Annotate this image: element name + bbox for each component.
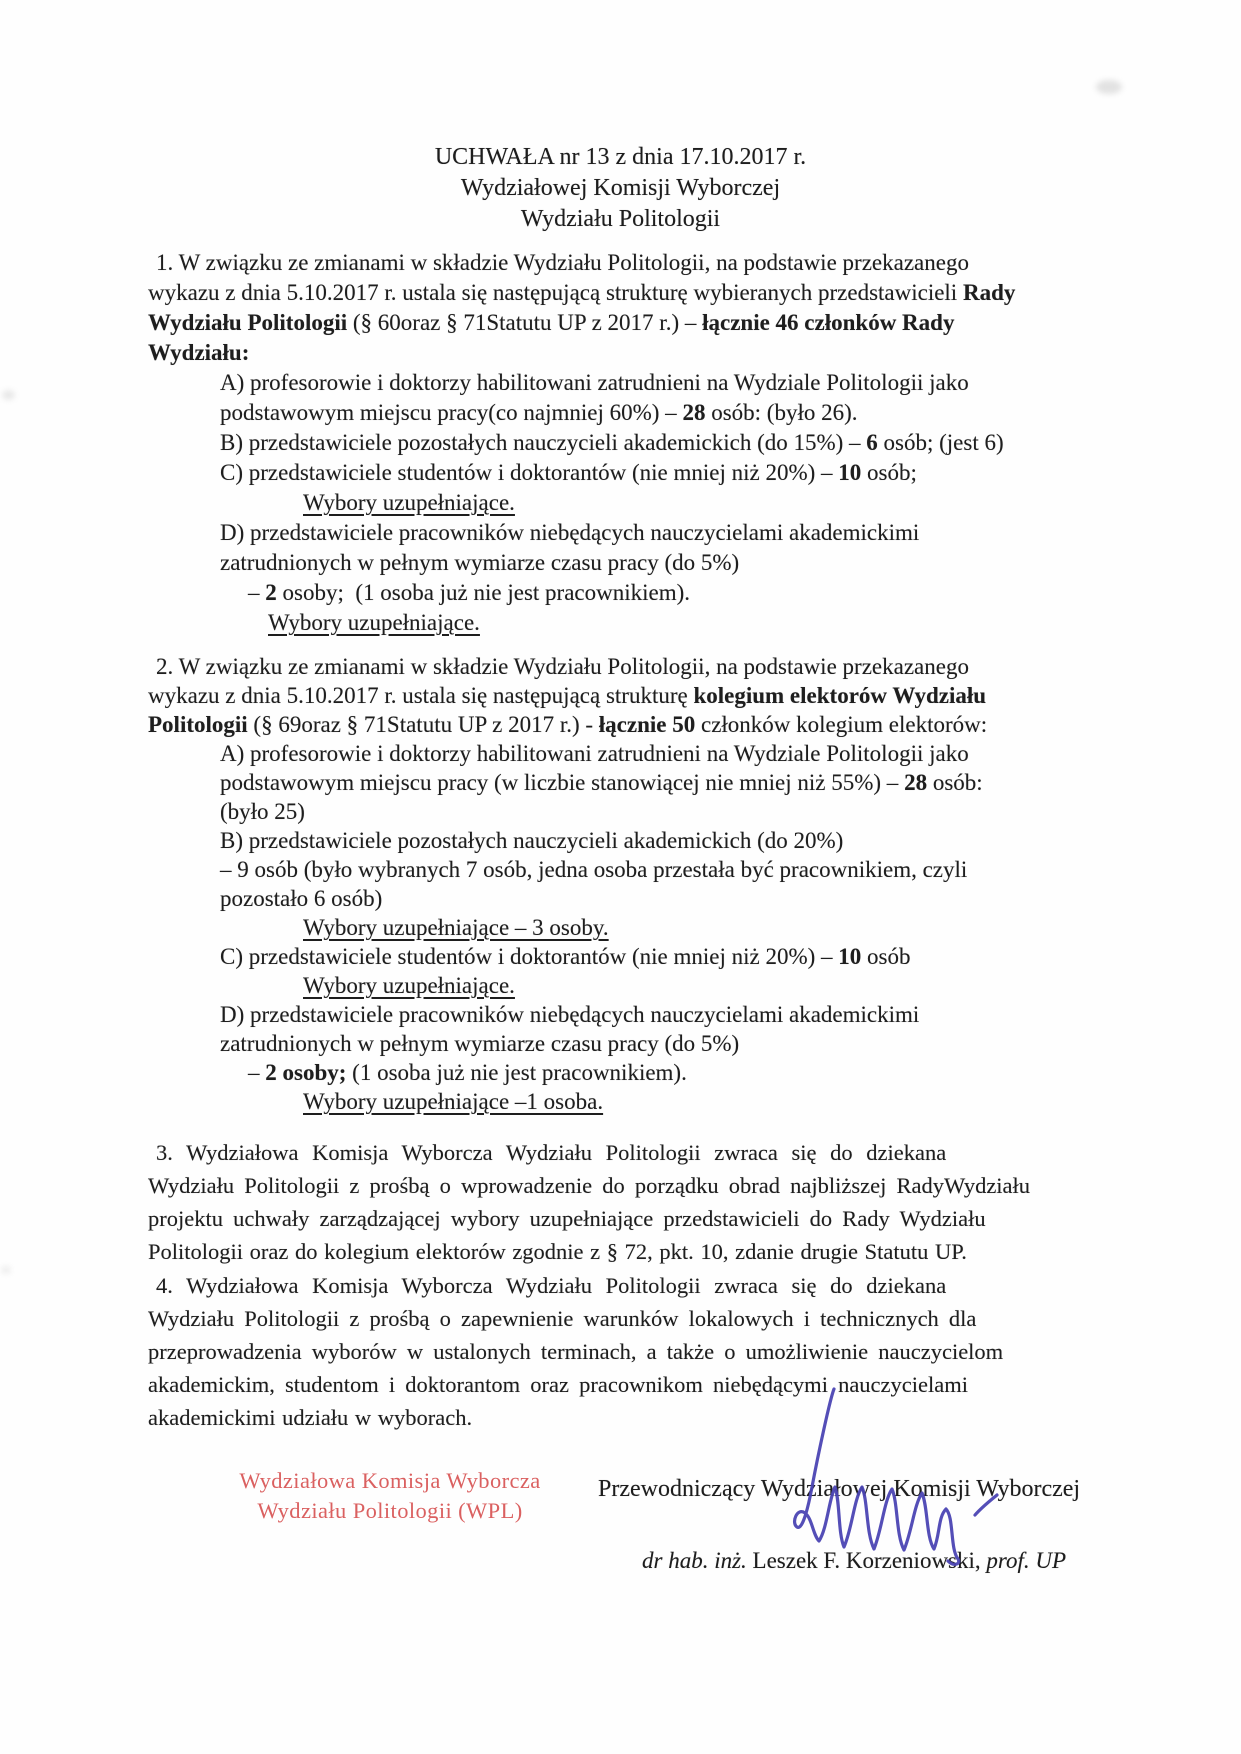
text-line — [148, 739, 1104, 768]
text-line — [148, 548, 1104, 578]
text-line — [148, 1368, 1104, 1401]
chairman-name — [642, 1548, 1066, 1574]
text-run: prof. UP — [986, 1548, 1067, 1573]
text-run: (1 osoba już nie jest pracownikiem). — [346, 1060, 687, 1085]
text-run: wykazu z dnia 5.10.2017 r. ustala się następującą strukturę wybieranych przedstawicieli — [148, 280, 963, 305]
text-run: członków kolegium elektorów: — [695, 712, 988, 737]
text-run: Wybory uzupełniające. — [268, 610, 480, 635]
text-run: Wydziału Politologii z prośbą o zapewnienie warunków lokalowych i technicznych dla — [148, 1306, 977, 1331]
title-line-1: UCHWAŁA nr 13 z dnia 17.10.2017 r. — [434, 144, 807, 170]
section-point-1 — [148, 248, 1104, 638]
text-line — [148, 248, 1104, 278]
text-run: kolegium elektorów Wydziału — [693, 683, 987, 708]
text-run: 28 — [682, 400, 706, 425]
text-line — [148, 458, 1104, 488]
text-line — [148, 971, 1104, 1000]
text-run: Wybory uzupełniające. — [303, 490, 515, 515]
text-run: Wydziału Politologii — [148, 310, 353, 335]
text-run: osoby; (1 osoba już nie jest pracownikiem). — [276, 580, 691, 605]
text-run: Wybory uzupełniające – 3 osoby. — [303, 915, 609, 940]
text-run: dr hab. inż. — [642, 1548, 747, 1573]
text-line — [148, 768, 1104, 797]
text-line — [148, 1136, 1104, 1169]
text-line — [148, 278, 1104, 308]
text-run: akademickimi udziału w wyborach. — [148, 1405, 473, 1430]
text-run: Wydziału Politologii z prośbą o wprowadzenie do porządku obrad najbliższej RadyWydziału — [148, 1173, 1031, 1198]
text-run: Leszek F. Korzeniowski, — [746, 1548, 987, 1573]
chairman-title: Przewodniczący Wydziałowej Komisji Wyborczej — [598, 1476, 1081, 1502]
scan-smudge — [1, 1266, 11, 1274]
text-run: C) przedstawiciele studentów i doktorantów (nie mniej niż 20%) – — [220, 944, 839, 969]
text-run: Rady — [962, 280, 1016, 305]
stamp-line-1: Wydziałowa Komisja Wyborcza — [239, 1468, 541, 1493]
text-line — [148, 608, 1104, 638]
text-run: A) profesorowie i doktorzy habilitowani zatrudnieni na Wydziale Politologii jako — [220, 741, 969, 766]
section-point-4 — [148, 1269, 1104, 1434]
scan-smudge — [2, 390, 15, 400]
scan-smudge — [1096, 80, 1122, 94]
text-run: – 9 osób (było wybranych 7 osób, jedna osoba przestała być pracownikiem, czyli — [220, 857, 968, 882]
text-line — [148, 884, 1104, 913]
text-run: 10 — [838, 460, 862, 485]
text-run: – — [248, 580, 266, 605]
text-run: przeprowadzenia wyborów w ustalonych terminach, a także o umożliwienie nauczycielom — [148, 1339, 1004, 1364]
text-run: Wydziału: — [148, 340, 250, 365]
text-line — [148, 398, 1104, 428]
text-line — [148, 942, 1104, 971]
text-run: osób: (było 26). — [705, 400, 858, 425]
text-line — [148, 338, 1104, 368]
text-line — [148, 1202, 1104, 1235]
text-line — [148, 1029, 1104, 1058]
text-run: D) przedstawiciele pracowników niebędących nauczycielami akademickimi — [220, 520, 920, 545]
title-line-3: Wydziału Politologii — [520, 206, 721, 232]
text-line — [148, 308, 1104, 338]
text-run: C) przedstawiciele studentów i doktorantów (nie mniej niż 20%) – — [220, 460, 839, 485]
text-line — [148, 1235, 1104, 1268]
text-run: osób; (jest 6) — [877, 430, 1004, 455]
text-line — [148, 1000, 1104, 1029]
text-line — [148, 826, 1104, 855]
text-run: projektu uchwały zarządzającej wybory uzupełniające przedstawicieli do Rady Wydziału — [148, 1206, 986, 1231]
text-run: D) przedstawiciele pracowników niebędących nauczycielami akademickimi — [220, 1002, 920, 1027]
text-run: osób — [861, 944, 911, 969]
text-line — [148, 710, 1104, 739]
text-run: łącznie 50 — [598, 712, 696, 737]
text-line — [148, 1302, 1104, 1335]
text-line — [148, 652, 1104, 681]
text-run: Wybory uzupełniające –1 osoba. — [303, 1089, 604, 1114]
text-run: Wybory uzupełniające. — [303, 973, 515, 998]
text-line — [148, 681, 1104, 710]
text-line — [148, 1269, 1104, 1302]
text-line — [148, 1169, 1104, 1202]
text-run: podstawowym miejscu pracy(co najmniej 60%) – — [220, 400, 683, 425]
text-run: osób: — [927, 770, 983, 795]
document-title — [0, 142, 1241, 235]
text-run: 10 — [838, 944, 862, 969]
text-run: 28 — [904, 770, 928, 795]
text-line — [148, 1401, 1104, 1434]
text-line — [148, 1087, 1104, 1116]
text-run: łącznie 46 członków Rady — [702, 310, 955, 335]
text-line — [148, 855, 1104, 884]
text-run: zatrudnionych w pełnym wymiarze czasu pracy (do 5%) — [220, 550, 740, 575]
text-run: (§ 69oraz § 71Statutu UP z 2017 r.) - — [253, 712, 599, 737]
text-line — [148, 913, 1104, 942]
text-run: B) przedstawiciele pozostałych nauczycieli akademickich (do 20%) — [220, 828, 844, 853]
text-run: Politologii — [148, 712, 254, 737]
text-run: 3. Wydziałowa Komisja Wyborcza Wydziału Politologii zwraca się do dziekana — [156, 1140, 947, 1165]
text-line — [148, 518, 1104, 548]
text-run: akademickim, studentom i doktorantom oraz pracownikom niebędącymi nauczycielami — [148, 1372, 968, 1397]
text-run: wykazu z dnia 5.10.2017 r. ustala się następującą strukturę — [148, 683, 694, 708]
text-run: 1. W związku ze zmianami w składzie Wydziału Politologii, na podstawie przekazanego — [156, 250, 969, 275]
text-line — [148, 488, 1104, 518]
text-run: A) profesorowie i doktorzy habilitowani zatrudnieni na Wydziale Politologii jako — [220, 370, 969, 395]
text-run: Politologii oraz do kolegium elektorów zgodnie z § 72, pkt. 10, zdanie drugie Statutu UP. — [148, 1239, 967, 1264]
text-run: 2 osoby; — [265, 1060, 347, 1085]
section-point-3 — [148, 1136, 1104, 1268]
text-run: (§ 60oraz § 71Statutu UP z 2017 r.) – — [352, 310, 703, 335]
text-run: – — [248, 1060, 266, 1085]
text-run: 6 — [866, 430, 878, 455]
text-run: pozostało 6 osób) — [220, 886, 383, 911]
text-line — [148, 1335, 1104, 1368]
text-run: 2. W związku ze zmianami w składzie Wydziału Politologii, na podstawie przekazanego — [156, 654, 969, 679]
text-line — [148, 368, 1104, 398]
text-run: (było 25) — [220, 799, 305, 824]
section-point-2 — [148, 652, 1104, 1116]
stamp-line-2: Wydziału Politologii (WPL) — [257, 1498, 523, 1523]
committee-stamp — [205, 1466, 575, 1526]
text-line — [148, 578, 1104, 608]
text-run: osób; — [861, 460, 917, 485]
text-line — [148, 428, 1104, 458]
text-run: podstawowym miejscu pracy (w liczbie stanowiącej nie mniej niż 55%) – — [220, 770, 905, 795]
text-run: 2 — [265, 580, 277, 605]
text-run: zatrudnionych w pełnym wymiarze czasu pracy (do 5%) — [220, 1031, 740, 1056]
text-run: B) przedstawiciele pozostałych nauczycieli akademickich (do 15%) – — [220, 430, 867, 455]
text-run: 4. Wydziałowa Komisja Wyborcza Wydziału Politologii zwraca się do dziekana — [156, 1273, 947, 1298]
title-line-2: Wydziałowej Komisji Wyborczej — [460, 175, 781, 201]
text-line — [148, 1058, 1104, 1087]
text-line — [148, 797, 1104, 826]
